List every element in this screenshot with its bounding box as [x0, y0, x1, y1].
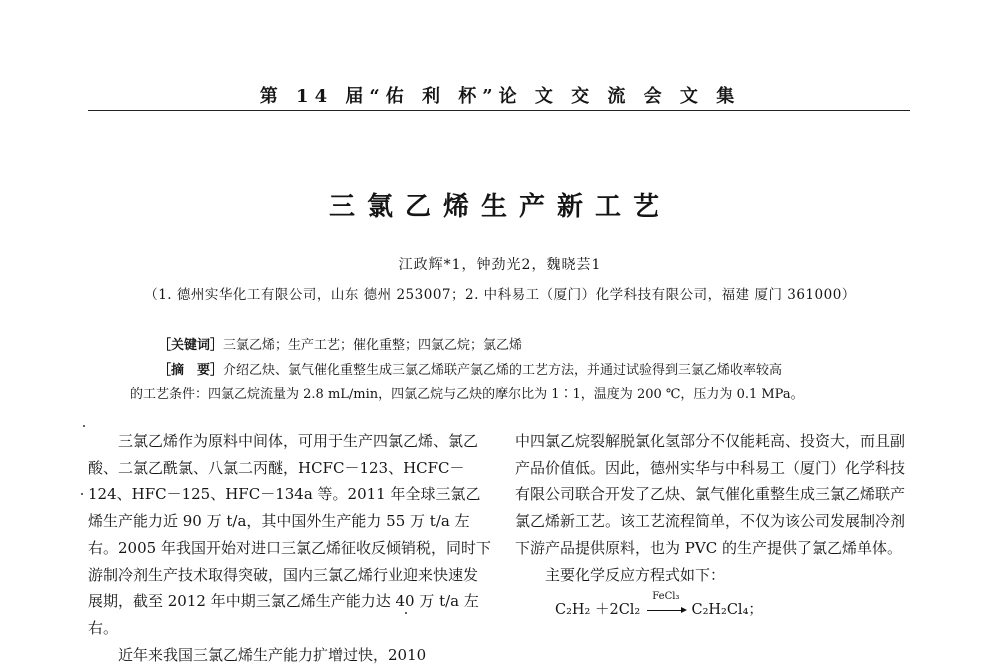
scan-speck — [83, 425, 85, 427]
article-authors: 江政辉*1，钟劲光2，魏晓芸1 — [398, 257, 602, 273]
scan-speck — [405, 612, 407, 614]
body-paragraph: 主要化学反应方程式如下： — [545, 565, 726, 584]
body-paragraph: 三氯乙烯作为原料中间体，可用于生产四氯乙烯、氯乙酸、二氯乙酰氯、八氯二丙醚，HCFC－123、HCFC－124、HFC－125、HFC－134a 等。2011 年全球三氯乙烯生产能力近 90 万 t/a，其中国外生产能力 55 万 t/a 左右。2005 年我国开始对进口三氯乙烯征收反倾销税，同时下游制冷剂生产技术取得突破，国内三氯乙烯行业迎来快速发展期，截至 2012 年中期三氯乙烯生产能力达 40 万 t/a 左右。 — [88, 432, 491, 637]
body-column-left — [88, 428, 492, 665]
equation-reactants: C₂H₂ ＋2Cl₂ — [555, 602, 641, 619]
equation-products: C₂H₂Cl₄； — [691, 602, 763, 619]
reaction-arrow — [645, 591, 687, 624]
scan-speck — [81, 493, 83, 495]
abstract-line-1 — [158, 359, 782, 378]
collection-header: 第 14 届“佑 利 杯”论 文 交 流 会 文 集 — [259, 86, 741, 107]
keywords-label: ［关键词］ — [158, 338, 224, 353]
keywords-line — [158, 334, 522, 353]
body-column-right — [515, 428, 915, 624]
body-paragraph: 近年来我国三氯乙烯生产能力扩增过快，2010 — [118, 645, 427, 664]
article-title: 三氯乙烯生产新工艺 — [328, 192, 671, 222]
keywords-text: 三氯乙烯；生产工艺；催化重整；四氯乙烷；氯乙烯 — [223, 338, 523, 353]
author-affiliation: （1. 德州实华化工有限公司，山东 德州 253007；2. 中科易工（厦门）化学科技有限公司，福建 厦门 361000） — [144, 287, 856, 303]
abstract-label: ［摘 要］ — [158, 363, 224, 378]
abstract-line-2: 的工艺条件：四氯乙烷流量为 2.8 mL/min，四氯乙烷与乙炔的摩尔比为 1∶1，温度为 200 ℃，压力为 0.1 MPa。 — [130, 387, 804, 402]
equation-catalyst: FeCl₃ — [652, 591, 680, 603]
body-paragraph: 中四氯乙烷裂解脱氯化氢部分不仅能耗高、投资大，而且副产品价值低。因此，德州实华与中科易工（厦门）化学科技有限公司联合开发了乙炔、氯气催化重整生成三氯乙烯联产氯乙烯新工艺。该工艺流程简单，不仅为该公司发展制冷剂下游产品提供原料，也为 PVC 的生产提供了氯乙烯单体。 — [515, 432, 906, 557]
arrow-icon — [647, 610, 685, 611]
chemical-equation — [515, 591, 915, 624]
header-divider — [88, 110, 910, 111]
abstract-text-1: 介绍乙炔、氯气催化重整生成三氯乙烯联产氯乙烯的工艺方法，并通过试验得到三氯乙烯收率较高 — [223, 363, 783, 378]
